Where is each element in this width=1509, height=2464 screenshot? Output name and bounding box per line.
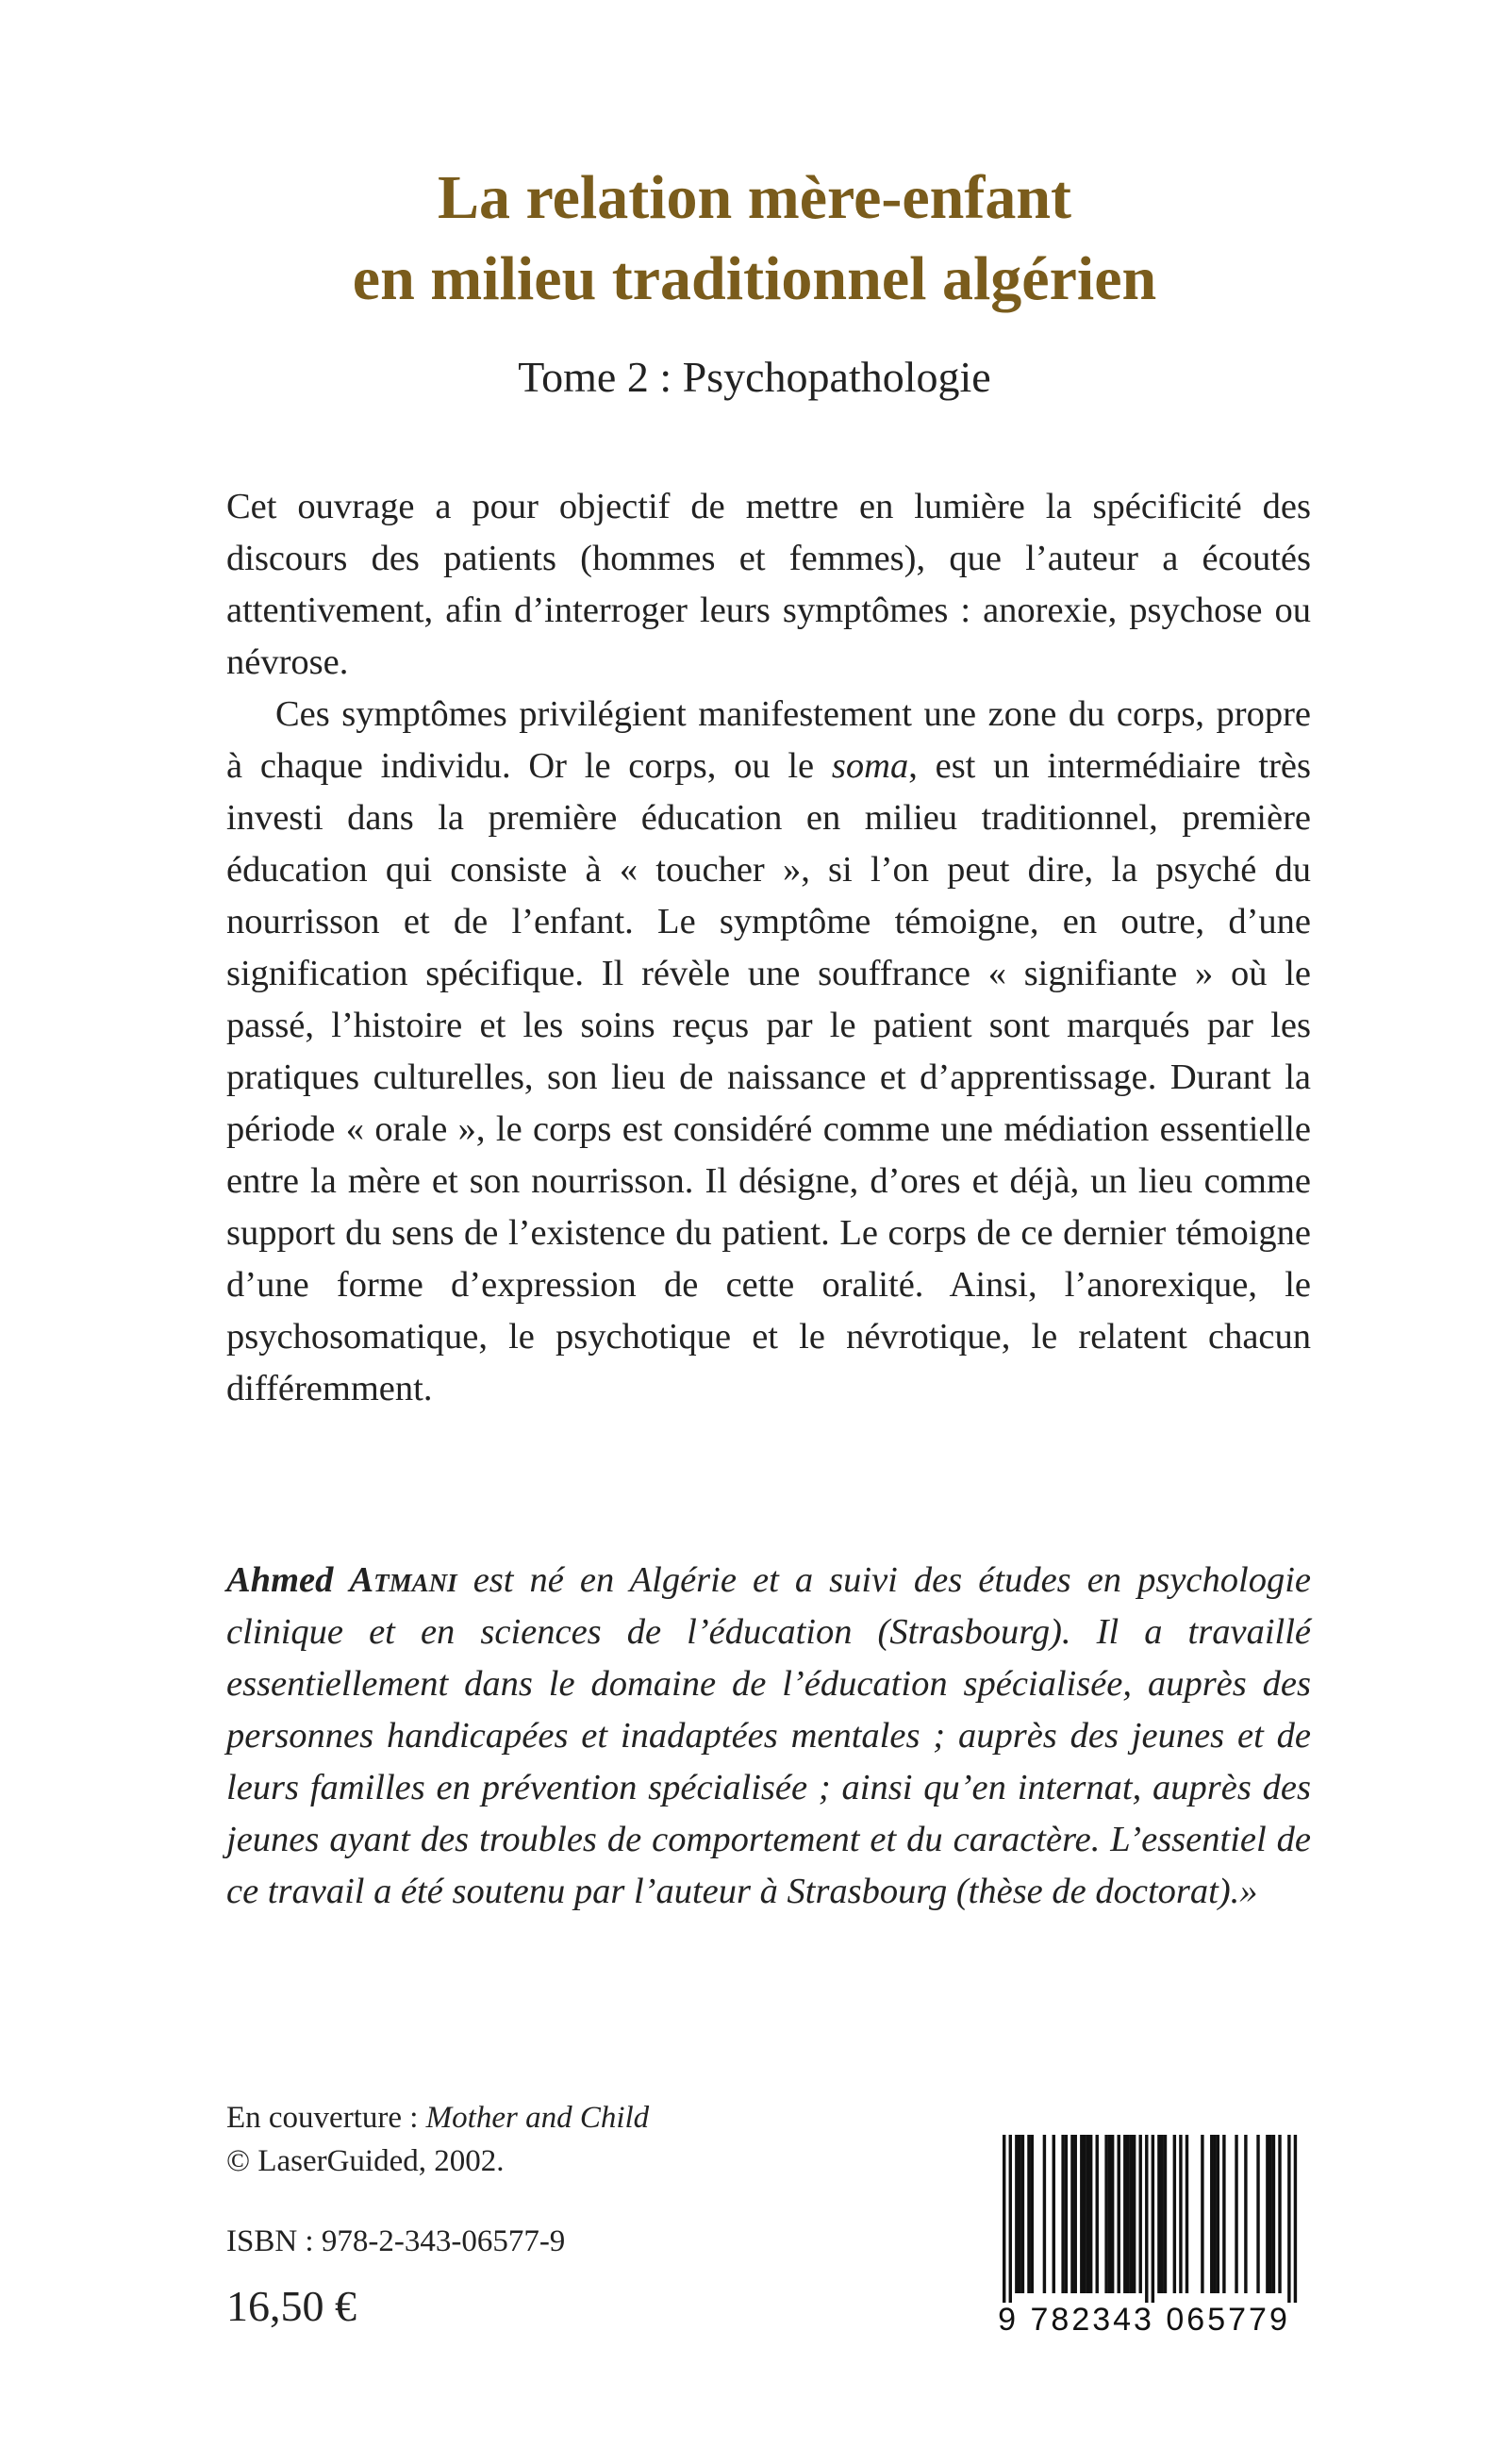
summary-p2-italic: soma xyxy=(831,746,909,786)
isbn: ISBN : 978-2-343-06577-9 xyxy=(226,2224,566,2258)
barcode-bar xyxy=(1145,2135,1148,2303)
author-bio xyxy=(226,1555,1311,1918)
price: 16,50 € xyxy=(226,2282,357,2330)
barcode-bar xyxy=(1126,2135,1129,2293)
summary-paragraph-1: Cet ouvrage a pour objectif de mettre en lumière la spécificité des discours des patients (hommes et femmes), que l’auteur a écoutés attentivement, afin d’interroger leurs symptômes : anorexie, psychose ou névrose. xyxy=(226,487,1311,682)
barcode-bar xyxy=(1018,2135,1020,2293)
barcode-bar xyxy=(1272,2135,1275,2293)
barcode-bar xyxy=(1294,2135,1297,2303)
barcode-bar xyxy=(1201,2135,1203,2293)
barcode-bar xyxy=(1083,2135,1086,2293)
barcode-bar xyxy=(1123,2135,1126,2293)
barcode-bar xyxy=(1130,2135,1133,2293)
barcode-bar xyxy=(1179,2135,1182,2293)
barcode-bar xyxy=(1089,2135,1092,2293)
barcode-bar xyxy=(1096,2135,1099,2293)
barcode-bar xyxy=(1009,2135,1012,2303)
barcode-bar xyxy=(1266,2135,1269,2293)
barcode-bar xyxy=(1104,2135,1107,2293)
barcode-bar xyxy=(1031,2135,1034,2293)
title-line-2: en milieu traditionnel algérien xyxy=(352,244,1157,313)
barcode-bar xyxy=(1256,2135,1259,2293)
barcode-bar xyxy=(1021,2135,1024,2293)
summary-p2-start: Ces symptômes privilégient manifestement une zone du corps, propre à chaque individu. Or le corps, ou le xyxy=(226,694,1311,786)
subtitle: Tome 2 : Psychopathologie xyxy=(518,353,991,401)
barcode-bar xyxy=(1015,2135,1018,2293)
barcode-bar xyxy=(1160,2135,1163,2293)
barcode-bar xyxy=(1074,2135,1077,2293)
cover-credit-label: En couverture : xyxy=(226,2101,426,2135)
barcode-bar xyxy=(1070,2135,1073,2293)
barcode xyxy=(984,2135,1304,2303)
barcode-bar xyxy=(1287,2135,1290,2303)
barcode-bar xyxy=(1210,2135,1213,2293)
barcode-bar xyxy=(1222,2135,1225,2293)
barcode-bar xyxy=(1269,2135,1271,2293)
barcode-bar xyxy=(1118,2135,1120,2293)
barcode-bar xyxy=(1173,2135,1176,2293)
barcode-bar xyxy=(1086,2135,1089,2293)
author-bio-text: est né en Algérie et a suivi des études en psychologie clinique et en sciences de l’éducation (Strasbourg). Il a travaillé essentiellement dans le domaine de l’éducation spécialisée, auprès des personnes handicapées et inadaptées mentales ; auprès des jeunes et de leurs familles en prévention spécialisée ; ainsi qu’en internat, auprès des jeunes ayant des troubles de comportement et du caractère. L’essentiel de ce travail a été soutenu par l’auteur à Strasbourg (thèse de doctorat).» xyxy=(226,1560,1311,1911)
barcode-bar xyxy=(1065,2135,1068,2293)
barcode-bar xyxy=(1080,2135,1083,2293)
barcode-bar xyxy=(1061,2135,1064,2293)
barcode-bar xyxy=(1217,2135,1219,2293)
cover-copyright: © LaserGuided, 2002. xyxy=(226,2144,505,2178)
barcode-bar xyxy=(1213,2135,1216,2293)
barcode-bar xyxy=(1186,2135,1188,2293)
barcode-bar xyxy=(1133,2135,1136,2293)
author-first-name: Ahmed xyxy=(226,1560,334,1600)
barcode-digits: 9 782343 065779 xyxy=(998,2302,1290,2338)
barcode-bar xyxy=(1164,2135,1167,2293)
barcode-bar xyxy=(1111,2135,1114,2293)
barcode-bar xyxy=(1003,2135,1005,2303)
barcode-bar xyxy=(1235,2135,1237,2293)
cover-artwork-title: Mother and Child xyxy=(425,2101,650,2135)
barcode-bar xyxy=(1139,2135,1142,2293)
barcode-bar xyxy=(1157,2135,1160,2293)
barcode-bar xyxy=(1244,2135,1247,2293)
cover-credit xyxy=(226,2096,649,2139)
author-last-name: Atmani xyxy=(349,1560,457,1600)
barcode-bar xyxy=(1278,2135,1281,2293)
title-line-1: La relation mère-enfant xyxy=(437,163,1072,232)
barcode-bar xyxy=(1043,2135,1046,2293)
barcode-bar xyxy=(1027,2135,1030,2293)
barcode-bar xyxy=(1108,2135,1111,2293)
summary-p2-end: , est un intermédiaire très investi dans la première éducation en milieu traditionnel, première éducation qui consiste à « toucher », si l’on peut dire, la psyché du nourrisson et de l’enfant. Le symptôme témoigne, en outre, d’une signification spécifique. Il révèle une souffrance « signifiante » où le passé, l’histoire et les soins reçus par le patient sont marqués par les pratiques culturelles, son lieu de naissance et d’apprentissage. Durant la période « orale », le corps est considéré comme une médiation essentielle entre la mère et son nourrisson. Il désigne, d’ores et déjà, un lieu comme support du sens de l’existence du patient. Le corps de ce dernier témoigne d’une forme d’expression de cette oralité. Ainsi, l’anorexique, le psychosomatique, le psychotique et le névrotique, le relatent chacun différemment. xyxy=(226,746,1311,1408)
barcode-bar xyxy=(1152,2135,1154,2303)
barcode-bar xyxy=(1053,2135,1055,2293)
summary-paragraph-2 xyxy=(226,689,1311,1415)
